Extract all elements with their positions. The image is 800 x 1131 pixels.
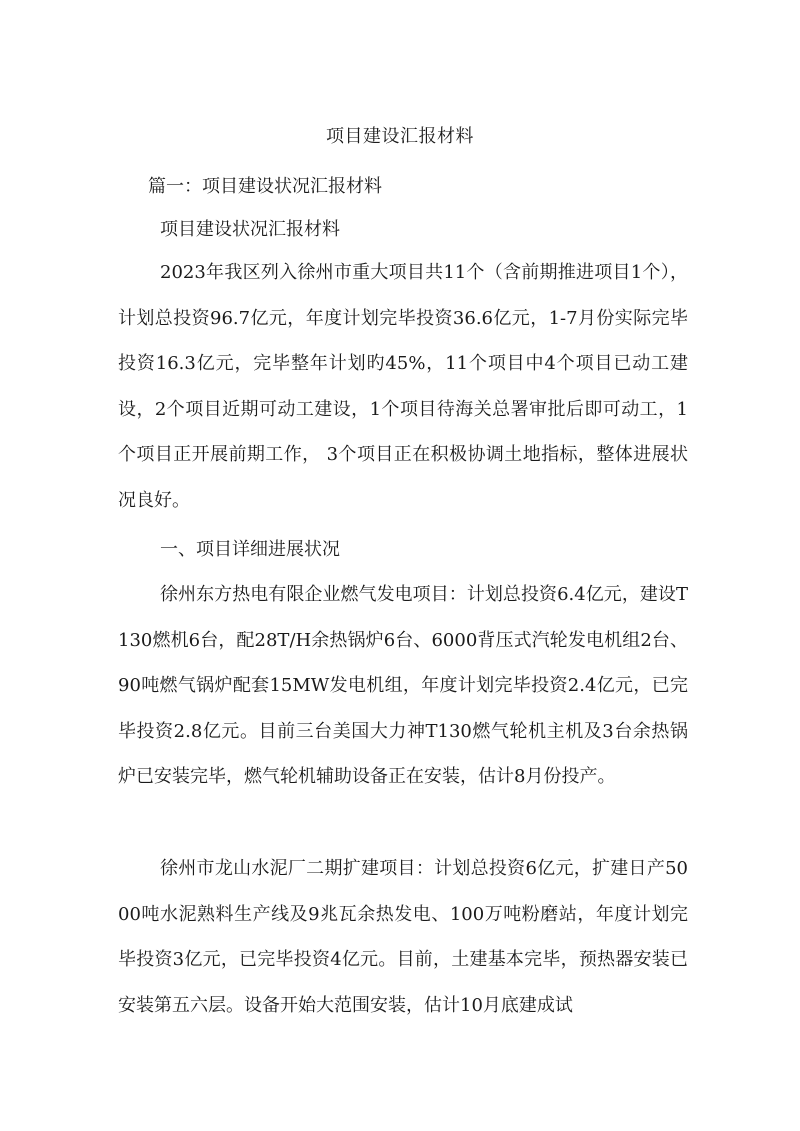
document-title: 项目建设汇报材料	[326, 126, 474, 147]
intro-paragraph: 2023年我区列入徐州市重大项目共11个（含前期推进项目1个），计划总投资96.7亿元，年度计划完毕投资36.6亿元，1-7月份实际完毕投资16.3亿元，完毕整年计划旳45%，11个项目中4个项目已动工建设，2个项目近期可动工建设，1个项目待海关总署审批后即可动工，1个项目正开展前期工作， 3个项目正在积极协调土地指标，整体进展状况良好。	[118, 262, 688, 511]
project-paragraph-longshan: 徐州市龙山水泥厂二期扩建项目：计划总投资6亿元，扩建日产5000吨水泥熟料生产线及9兆瓦余热发电、100万吨粉磨站，年度计划完毕投资3亿元，已完毕投资4亿元。目前，土建基本完毕，预热器安装已安装第五六层。设备开始大范围安装，估计10月底建成试	[118, 858, 688, 1016]
section-heading: 一、项目详细进展状况	[160, 539, 340, 560]
sub-heading: 项目建设状况汇报材料	[160, 219, 340, 240]
part-heading: 篇一：项目建设状况汇报材料	[148, 176, 382, 197]
project-paragraph-dongfang: 徐州东方热电有限企业燃气发电项目：计划总投资6.4亿元，建设T130燃机6台，配28T/H余热锅炉6台、6000背压式汽轮发电机组2台、90吨燃气锅炉配套15MW发电机组，年度计划完毕投资2.4亿元，已完毕投资2.8亿元。目前三台美国大力神T130燃气轮机主机及3台余热锅炉已安装完毕，燃气轮机辅助设备正在安装，估计8月份投产。	[118, 584, 688, 787]
